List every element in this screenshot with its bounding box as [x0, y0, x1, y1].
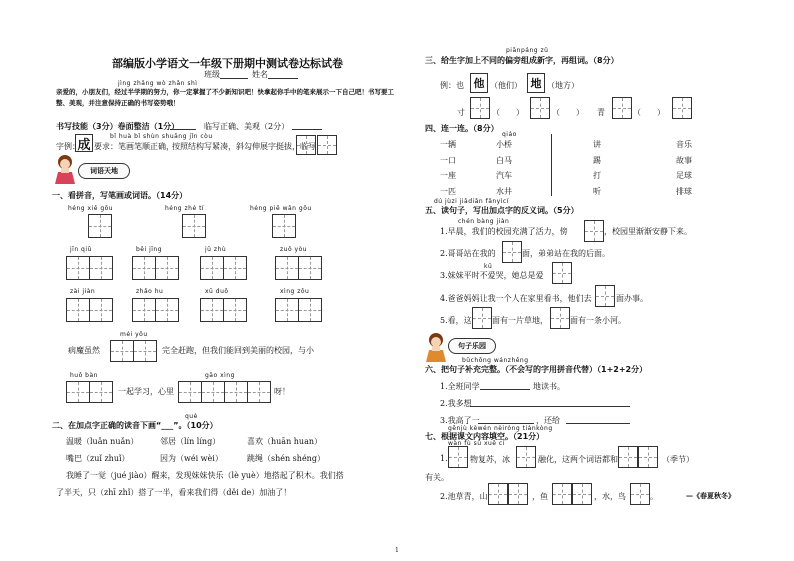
match-right1-2: 踢 — [593, 156, 601, 165]
answer-grid[interactable] — [638, 446, 658, 468]
answer-grid[interactable] — [223, 298, 247, 322]
py-1-3: héng piě wān gōu — [250, 205, 312, 212]
antonym-2b: 面，弟弟站在我的后面。 — [522, 249, 610, 258]
q6-heading: 六、把句子补充完整。（不会写的字用拼音代替）（1+2+2分） — [425, 365, 648, 374]
q7-heading: 七、根据课文内容填空。（21分） — [425, 432, 545, 441]
answer-grid[interactable] — [200, 256, 224, 280]
q3-pinyin: piānpáng zǔ — [506, 47, 549, 54]
complete-1-field[interactable] — [480, 389, 530, 390]
q2-pinyin: què — [185, 413, 198, 420]
complete-3b: ，还给 — [536, 416, 560, 425]
fill-2a: 2.池草青，山 — [440, 492, 488, 501]
match-right1-1: 讲 — [593, 140, 601, 149]
q6-pinyin: bǔchōng wánzhěng — [462, 357, 529, 364]
match-right1-3: 打 — [593, 171, 601, 180]
answer-grid[interactable] — [89, 381, 113, 403]
answer-grid[interactable] — [132, 298, 156, 322]
example-char: 成 — [75, 134, 93, 152]
antonym-1: 1.早晨，我们的校园充满了活力，傍 — [440, 227, 568, 236]
pron-sentence-2: 了半天，只（zhī zhǐ）搭了一半，看来我们得（děi de）加油了！ — [56, 488, 292, 497]
fill-1a: 1. — [440, 454, 448, 463]
antonym-4: 4.爸爸妈妈让我一个人在家里看书，他们去 — [440, 294, 592, 303]
py-2-4: zuǒ yòu — [280, 246, 308, 253]
answer-grid[interactable] — [182, 214, 206, 238]
fill-2d: 。 — [650, 492, 658, 501]
sentence-section-badge: 句子乐园 — [448, 338, 496, 354]
pron-1-3: 喜欢（huān huan） — [247, 437, 322, 446]
fill-2b: ，鱼 — [532, 492, 548, 501]
pron-2-2: 因为（wéi wèi） — [160, 454, 223, 463]
match-right1-4: 听 — [593, 187, 601, 196]
match-divider — [551, 134, 552, 196]
s3-pinyin: kū — [484, 263, 493, 270]
q1-heading: 一、看拼音，写笔画或词语。（14分） — [52, 191, 188, 200]
answer-grid[interactable] — [618, 446, 638, 468]
answer-grid[interactable] — [298, 256, 322, 280]
writing-score-field[interactable] — [170, 129, 196, 130]
q7-pinyin: gēnjù kèwén nèiróng tiánkòng — [448, 425, 553, 432]
answer-grid[interactable] — [472, 307, 492, 329]
answer-grid[interactable] — [155, 256, 179, 280]
answer-grid[interactable] — [502, 241, 522, 263]
pron-2-1: 嘴巴（zuǐ zhuǐ） — [66, 454, 130, 463]
answer-grid[interactable] — [110, 340, 134, 362]
answer-grid[interactable] — [488, 483, 508, 505]
radical-word-2: （ ） — [552, 108, 584, 117]
antonym-5: 5.看，这 — [440, 316, 472, 325]
answer-grid[interactable] — [595, 285, 615, 307]
match-mid-1: 小桥 — [496, 140, 512, 149]
writing-req-2: 按照结构写紧凑，斜勾伸展字挺拔，临写 — [172, 142, 316, 151]
answer-grid[interactable] — [133, 340, 157, 362]
fill-2-source: —《春夏秋冬》 — [686, 492, 735, 500]
name-field[interactable] — [268, 78, 298, 79]
fill-1e: 有关。 — [425, 473, 449, 482]
answer-grid[interactable] — [200, 298, 224, 322]
match-mid-2: 白马 — [496, 156, 512, 165]
complete-1a: 1.全班同学 — [440, 382, 480, 391]
writing-score-label: 书写技能（3分）卷面整洁（1分） — [56, 122, 180, 131]
intro-note: 亲爱的，小朋友们，经过半学期的努力，你一定掌握了不少新知识吧！快拿起你手中的笔来展示一下自己吧！书写要工整、美观，并注意保持正确的书写姿势哦！ — [56, 88, 394, 107]
answer-grid[interactable] — [89, 298, 113, 322]
match-left-4: 一匹 — [440, 187, 456, 196]
answer-grid[interactable] — [88, 214, 112, 238]
match-right2-4: 排球 — [676, 187, 692, 196]
q5-heading: 五、读句子，写出加点字的反义词。（5分） — [425, 206, 579, 215]
match-left-3: 一座 — [440, 171, 456, 180]
answer-grid[interactable] — [275, 298, 299, 322]
match-mid-3: 汽车 — [496, 171, 512, 180]
complete-1b: 地读书。 — [533, 382, 565, 391]
match-right2-3: 足球 — [676, 171, 692, 180]
answer-grid[interactable] — [612, 97, 632, 119]
py-3-4: xìng zǒu — [280, 288, 310, 295]
py-mei-you: méi yǒu — [120, 331, 148, 338]
answer-grid[interactable] — [66, 298, 90, 322]
pron-2-3: 跳绳（shén shéng） — [247, 454, 325, 463]
complete-3-field-b[interactable] — [566, 423, 630, 424]
answer-grid[interactable] — [298, 298, 322, 322]
py-2-2: běi jīng — [136, 246, 163, 253]
pron-1-2: 邻居（lín líng） — [160, 437, 221, 446]
answer-grid[interactable] — [89, 256, 113, 280]
s1-pinyin: chén bàng jiàn — [458, 218, 510, 225]
class-field[interactable] — [220, 78, 248, 79]
page-title: 部编版小学语文一年级下册期中测试卷达标试卷 — [112, 57, 343, 70]
complete-2-field[interactable] — [470, 406, 630, 407]
py-1-1: héng xiě gōu — [68, 205, 114, 212]
words-section-badge: 词语天地 — [78, 163, 130, 179]
antonym-4b: 面办事。 — [616, 294, 648, 303]
answer-grid[interactable] — [272, 214, 296, 238]
answer-grid[interactable] — [572, 483, 592, 505]
q5-pinyin: dú jùzi jiādiǎn fǎnyìcí — [434, 198, 509, 205]
writing-score-field-2[interactable] — [292, 129, 322, 130]
fill-1d: （季节） — [662, 455, 694, 464]
answer-grid[interactable] — [552, 262, 572, 284]
answer-grid[interactable] — [630, 483, 650, 505]
antonym-5b: 面有一片草地， — [492, 316, 548, 325]
name-label: 姓名 — [252, 70, 268, 79]
answer-grid[interactable] — [516, 446, 536, 468]
pron-1-1: 温暖（luǎn nuǎn） — [66, 437, 139, 446]
sentence-1b: 完全赶跑，但我们能回到美丽的校园，与小 — [162, 346, 314, 355]
answer-grid[interactable] — [66, 256, 90, 280]
py-1-2: héng zhé tí — [165, 205, 205, 212]
answer-grid[interactable] — [530, 97, 550, 119]
answer-grid[interactable] — [448, 446, 468, 468]
note-pinyin: jìng zhǎng wò zhǎn shì — [118, 80, 198, 87]
answer-grid[interactable] — [132, 256, 156, 280]
q2-heading: 二、在加点字正确的读音下画“___”。（10分） — [52, 421, 218, 430]
match-left-1: 一辆 — [440, 140, 456, 149]
writing-pinyin: bǐ huà bǐ shùn shuāng jǐn còu — [110, 133, 213, 140]
example-word-1: （他们） — [490, 81, 522, 90]
antonym-3: 3.妹妹平时不爱哭，她总是爱 — [440, 271, 544, 280]
example-label: 字例： — [56, 142, 80, 151]
copy-grid-2[interactable] — [317, 135, 337, 155]
q3-heading: 三、给生字加上不同的偏旁组成新字，再组词。（8分） — [425, 56, 619, 65]
antonym-2: 2.哥哥站在我的 — [440, 249, 496, 258]
class-label: 班级 — [204, 70, 220, 79]
writing-score-label-2: 临写正确、美观（2分） — [204, 122, 290, 131]
page-number: 1 — [395, 547, 399, 554]
girl-icon — [423, 332, 449, 366]
answer-grid[interactable] — [508, 483, 528, 505]
answer-grid[interactable] — [672, 97, 692, 119]
q4-heading: 四、连一连。（8分） — [425, 124, 499, 133]
match-mid-4: 水井 — [496, 187, 512, 196]
py-3-2: zhǎo hu — [136, 288, 164, 295]
answer-grid[interactable] — [201, 381, 225, 403]
complete-3-field-a[interactable] — [478, 423, 534, 424]
match-left-2: 一口 — [440, 156, 456, 165]
girl-icon — [52, 154, 78, 188]
radical-char-2: 青 — [597, 108, 605, 117]
answer-grid[interactable] — [550, 307, 570, 329]
example-char-ta: 他 — [470, 73, 488, 93]
example-char-di: 地 — [527, 73, 545, 93]
answer-grid[interactable] — [178, 381, 202, 403]
fill-2c: ，水，鸟 — [594, 492, 626, 501]
answer-grid[interactable] — [223, 256, 247, 280]
answer-grid[interactable] — [66, 381, 90, 403]
f1-pinyin: wàn fù sū xuě cí — [448, 440, 505, 447]
example-label-q3: 例：也 — [440, 81, 464, 90]
py-gao-xing: gāo xìng — [205, 372, 235, 379]
radical-word-3: （ ） — [633, 108, 665, 117]
q4-pinyin: qiáo — [502, 131, 517, 138]
example-word-2: （地方） — [547, 81, 579, 90]
complete-3a: 3.我高了一 — [440, 416, 480, 425]
sentence-2b: 呀！ — [274, 387, 290, 396]
antonym-1b: ，校园里渐渐安静下来。 — [604, 227, 692, 236]
writing-req: 要求：笔画笔顺正确， — [94, 142, 174, 151]
antonym-5c: 面有一条小河。 — [570, 316, 626, 325]
py-2-1: jīn qiū — [70, 246, 92, 253]
answer-grid[interactable] — [275, 256, 299, 280]
sentence-1a: 病魔虽然 — [68, 346, 100, 355]
answer-grid[interactable] — [470, 97, 490, 119]
answer-grid[interactable] — [224, 381, 248, 403]
sentence-2a: 一起学习，心里 — [118, 387, 174, 396]
complete-2: 2.我多想 — [440, 399, 472, 408]
answer-grid[interactable] — [552, 483, 572, 505]
match-right2-2: 故事 — [676, 156, 692, 165]
py-3-3: xū duō — [205, 288, 229, 295]
answer-grid[interactable] — [584, 220, 604, 242]
py-2-3: jū zhù — [205, 246, 227, 253]
answer-grid[interactable] — [155, 298, 179, 322]
py-3-1: zài jiàn — [70, 288, 96, 295]
radical-char-1: 寸 — [457, 108, 465, 117]
fill-1c: 融化，这两个词语都和 — [538, 455, 618, 464]
match-right2-1: 音乐 — [676, 140, 692, 149]
answer-grid[interactable] — [247, 381, 271, 403]
fill-1b: 物复苏，冰 — [470, 455, 510, 464]
py-huo-ban: huǒ bàn — [70, 372, 98, 379]
copy-grid-1[interactable] — [296, 135, 316, 155]
pron-sentence-1: 我睡了一觉（jué jiào）醒来，发现妹妹快乐（lè yuè）地搭起了积木。我们搭 — [66, 471, 344, 480]
radical-word-1: （ ） — [492, 108, 524, 117]
